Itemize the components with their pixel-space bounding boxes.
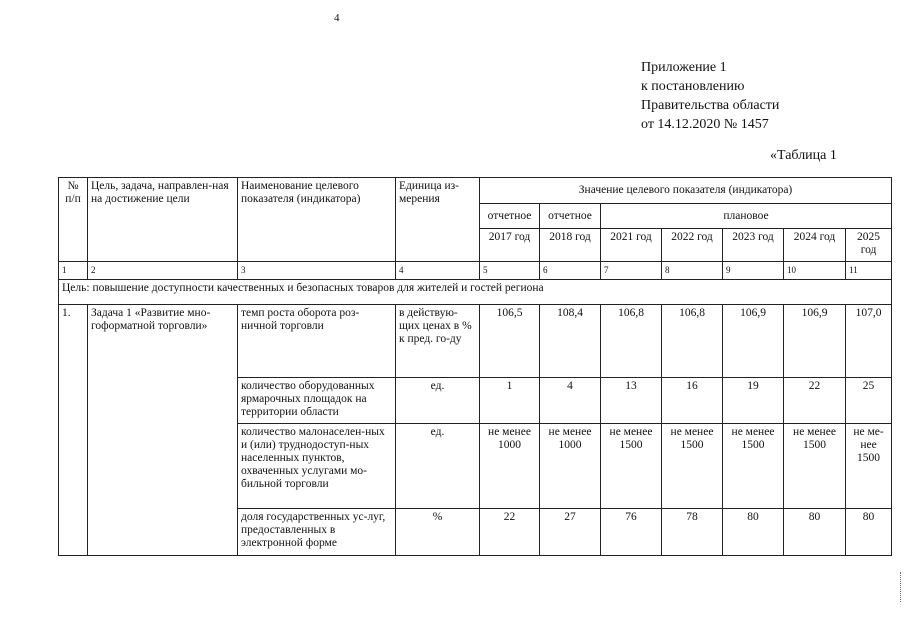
indicator-unit: в действую-щих ценах в % к пред. го-ду xyxy=(396,305,480,378)
column-number: 11 xyxy=(846,262,892,280)
indicator-value: 22 xyxy=(480,509,540,556)
table-label: «Таблица 1 xyxy=(770,148,837,163)
year-header: 2023 год xyxy=(723,229,784,262)
indicator-unit: % xyxy=(396,509,480,556)
appendix-line: от 14.12.2020 № 1457 xyxy=(641,117,769,132)
header-reported-2018: отчетное xyxy=(540,204,601,229)
appendix-line: к постановлению xyxy=(641,79,745,94)
column-number: 4 xyxy=(396,262,480,280)
indicator-value: 80 xyxy=(846,509,892,556)
column-number: 9 xyxy=(723,262,784,280)
task-number: 1. xyxy=(59,305,88,556)
indicator-value: 106,8 xyxy=(601,305,662,378)
header-row xyxy=(59,178,892,204)
column-number: 10 xyxy=(784,262,846,280)
scan-artifact-dots xyxy=(900,572,903,602)
indicator-value: 106,8 xyxy=(662,305,723,378)
column-number: 7 xyxy=(601,262,662,280)
indicator-value: 4 xyxy=(540,378,601,424)
indicator-value: 78 xyxy=(662,509,723,556)
header-goal: Цель, задача, направлен-ная на достижение цели xyxy=(88,178,238,262)
indicator-value: 27 xyxy=(540,509,601,556)
year-header: 2017 год xyxy=(480,229,540,262)
appendix-line: Приложение 1 xyxy=(641,60,727,75)
indicator-value: 108,4 xyxy=(540,305,601,378)
column-number-row xyxy=(59,262,892,280)
column-number: 8 xyxy=(662,262,723,280)
column-number: 5 xyxy=(480,262,540,280)
indicator-value: не менее 1500 xyxy=(601,424,662,509)
indicator-value: 16 xyxy=(662,378,723,424)
indicator-value: не менее 1000 xyxy=(480,424,540,509)
indicator-value: 25 xyxy=(846,378,892,424)
indicator-value: 76 xyxy=(601,509,662,556)
indicator-value: 80 xyxy=(784,509,846,556)
header-planned: плановое xyxy=(601,204,892,229)
indicator-value: 106,5 xyxy=(480,305,540,378)
indicator-unit: ед. xyxy=(396,378,480,424)
indicator-value: 19 xyxy=(723,378,784,424)
indicator-table xyxy=(58,177,892,556)
table-row xyxy=(59,305,892,378)
year-header: 2025 год xyxy=(846,229,892,262)
indicator-value: 107,0 xyxy=(846,305,892,378)
year-header: 2024 год xyxy=(784,229,846,262)
column-number: 1 xyxy=(59,262,88,280)
indicator-name: количество оборудованных ярмарочных площадок на территории области xyxy=(238,378,396,424)
indicator-name: доля государственных ус-луг, предоставленных в электронной форме xyxy=(238,509,396,556)
indicator-value: 1 xyxy=(480,378,540,424)
column-number: 3 xyxy=(238,262,396,280)
indicator-unit: ед. xyxy=(396,424,480,509)
indicator-value: не ме-нее 1500 xyxy=(846,424,892,509)
indicator-value: 22 xyxy=(784,378,846,424)
column-number: 2 xyxy=(88,262,238,280)
indicator-value: 106,9 xyxy=(784,305,846,378)
indicator-value: 80 xyxy=(723,509,784,556)
page-number: 4 xyxy=(334,12,340,24)
indicator-name: количество малонаселен-ных и (или) труднодоступ-ных населенных пунктов, охваченных услугами мо-бильной торговли xyxy=(238,424,396,509)
indicator-value: не менее 1500 xyxy=(784,424,846,509)
task-name: Задача 1 «Развитие мно-гоформатной торговли» xyxy=(88,305,238,556)
year-header: 2022 год xyxy=(662,229,723,262)
header-indicator: Наименование целевого показателя (индикатора) xyxy=(238,178,396,262)
appendix-header xyxy=(641,58,779,134)
indicator-name: темп роста оборота роз-ничной торговли xyxy=(238,305,396,378)
appendix-line: Правительства области xyxy=(641,98,780,113)
indicator-value: 13 xyxy=(601,378,662,424)
goal-row xyxy=(59,280,892,305)
year-header: 2021 год xyxy=(601,229,662,262)
header-value: Значение целевого показателя (индикатора) xyxy=(480,178,892,204)
header-unit: Единица из-мерения xyxy=(396,178,480,262)
indicator-value: не менее 1000 xyxy=(540,424,601,509)
header-number: № п/п xyxy=(59,178,88,262)
indicator-value: 106,9 xyxy=(723,305,784,378)
indicator-value: не менее 1500 xyxy=(723,424,784,509)
column-number: 6 xyxy=(540,262,601,280)
indicator-value: не менее 1500 xyxy=(662,424,723,509)
goal-text: Цель: повышение доступности качественных и безопасных товаров для жителей и гостей региона xyxy=(59,280,892,305)
header-reported-2017: отчетное xyxy=(480,204,540,229)
year-header: 2018 год xyxy=(540,229,601,262)
